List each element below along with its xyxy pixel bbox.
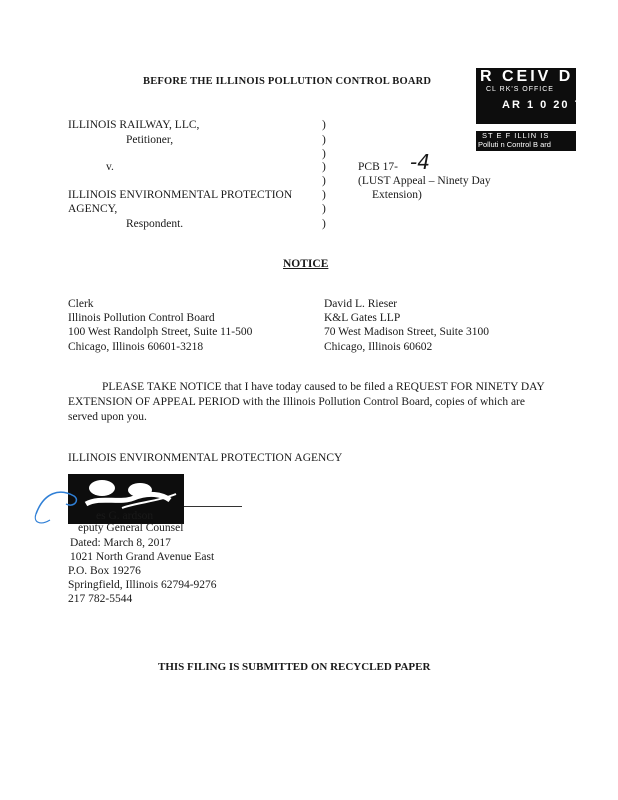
caption-paren: ) xyxy=(322,161,326,173)
received-stamp xyxy=(476,68,583,124)
notice-body-paragraph: PLEASE TAKE NOTICE that I have today caused to be filed a REQUEST FOR NINETY DAY EXTENSION OF APPEAL PERIOD with the Illinois Pollution Control Board, copies of which are served upon you. xyxy=(68,381,545,423)
signer-name: es G. ardson xyxy=(96,510,154,522)
versus: v. xyxy=(106,161,114,173)
signer-title: eputy General Counsel xyxy=(78,522,184,534)
caption-paren: ) xyxy=(322,189,326,201)
agency-name: ILLINOIS ENVIRONMENTAL PROTECTION AGENCY xyxy=(68,452,343,464)
left-address-line: Clerk xyxy=(68,298,94,310)
case-number: PCB 17- xyxy=(358,161,398,173)
agency-city: Springfield, Illinois 62794-9276 xyxy=(68,579,217,591)
signed-date: Dated: March 8, 2017 xyxy=(70,537,171,549)
right-address-line: K&L Gates LLP xyxy=(324,312,401,324)
case-number-handwritten: -4 xyxy=(410,150,430,174)
stamp-board-text: Polluti n Control B ard xyxy=(478,140,551,149)
stamp-received-text: R CEIV D xyxy=(480,68,574,85)
notice-heading: NOTICE xyxy=(283,258,329,270)
caption-paren: ) xyxy=(322,218,326,230)
agency-phone: 217 782-5544 xyxy=(68,593,133,605)
right-address-line: David L. Rieser xyxy=(324,298,398,310)
caption-paren: ) xyxy=(322,119,326,131)
recycled-paper-note: THIS FILING IS SUBMITTED ON RECYCLED PAPER xyxy=(158,661,431,673)
respondent-role: Respondent. xyxy=(126,218,184,230)
agency-street: 1021 North Grand Avenue East xyxy=(70,551,215,563)
caption-paren: ) xyxy=(322,134,326,146)
state-stamp xyxy=(476,131,576,151)
caption-paren: ) xyxy=(322,148,326,160)
respondent-name-line-1: ILLINOIS ENVIRONMENTAL PROTECTION xyxy=(68,189,293,201)
case-description-line-2: Extension) xyxy=(372,189,422,201)
signature-line xyxy=(184,506,242,507)
caption-paren: ) xyxy=(322,203,326,215)
left-address-line: Chicago, Illinois 60601-3218 xyxy=(68,341,204,353)
left-address-line: 100 West Randolph Street, Suite 11-500 xyxy=(68,326,253,338)
right-address-line: 70 West Madison Street, Suite 3100 xyxy=(324,326,489,338)
stamp-office-text: CL RK'S OFFICE xyxy=(486,86,554,93)
stamp-date-text: AR 1 0 20 7 xyxy=(502,99,583,111)
left-address-line: Illinois Pollution Control Board xyxy=(68,312,215,324)
petitioner-name: ILLINOIS RAILWAY, LLC, xyxy=(68,119,200,131)
case-description-line-1: (LUST Appeal – Ninety Day xyxy=(358,175,491,187)
board-title: BEFORE THE ILLINOIS POLLUTION CONTROL BOARD xyxy=(143,76,432,87)
right-address-line: Chicago, Illinois 60602 xyxy=(324,341,433,353)
agency-po-box: P.O. Box 19276 xyxy=(68,565,141,577)
petitioner-role: Petitioner, xyxy=(126,134,174,146)
caption-paren: ) xyxy=(322,175,326,187)
respondent-name-line-2: AGENCY, xyxy=(68,203,118,215)
stamp-state-text: ST E F ILLIN IS xyxy=(482,131,550,140)
